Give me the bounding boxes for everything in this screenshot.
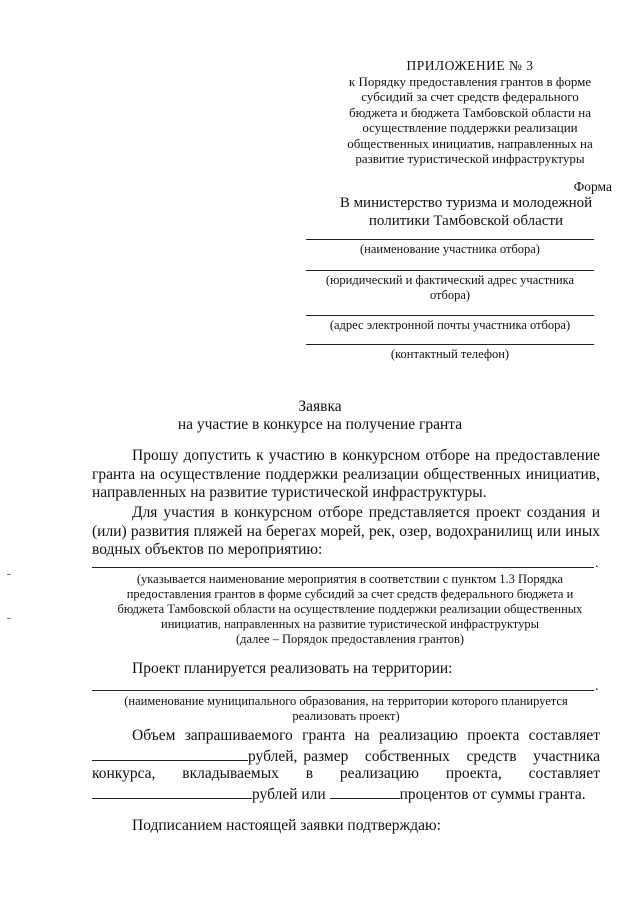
form-label: Форма (573, 179, 612, 194)
address-caption-line: (юридический и фактический адрес участника (325, 273, 575, 287)
amount-word: конкурса, (92, 765, 156, 782)
address-caption-line: отбора) (429, 288, 471, 302)
appendix-line: развитие туристической инфраструктуры (355, 151, 585, 166)
field-end-dot: . (595, 556, 599, 571)
event-name-field[interactable] (92, 567, 594, 568)
addressee-block (318, 194, 614, 230)
amount-line-1: Объем запрашиваемого гранта на реализацию проекта составляет (132, 727, 600, 744)
territory-field[interactable] (92, 690, 594, 691)
appendix-heading: ПРИЛОЖЕНИЕ № 3 (406, 58, 534, 73)
event-caption-line: предоставления грантов в форме субсидий за счет средств федерального бюджета и (126, 587, 574, 601)
scan-margin-mark (7, 574, 11, 575)
confirm-text: Подписанием настоящей заявки подтверждаю: (132, 817, 441, 834)
event-caption-line: бюджета Тамбовской области на осуществление поддержки реализации общественных (117, 602, 583, 616)
rubles-label: рублей, (248, 748, 298, 765)
email-field[interactable] (306, 315, 594, 316)
event-caption (100, 572, 600, 647)
own-funds-amount-field[interactable] (92, 784, 252, 799)
percent-field[interactable] (330, 784, 400, 799)
territory-caption (92, 694, 600, 724)
project-paragraph: Для участия в конкурсном отборе представляется проект создания и (или) развития пляжей на берегах морей, рек, озер, водохранилищ или иных водных объектов по мероприятию: (92, 504, 600, 558)
appendix-line: общественных инициатив, направленных на (347, 135, 593, 151)
territory-caption-line: (наименование муниципального образования, на территории которого планируется (124, 694, 568, 708)
appendix-block (320, 58, 620, 167)
appendix-line: осуществление поддержки реализации (362, 120, 578, 135)
territory-caption-line: реализовать проект) (292, 709, 400, 723)
appendix-line: субсидий за счет средств федерального (361, 89, 579, 104)
email-caption: (адрес электронной почты участника отбора) (329, 318, 571, 332)
document-title: Заявка (298, 398, 342, 415)
request-paragraph: Прошу допустить к участию в конкурсном отборе на предоставление гранта на осуществление поддержки реализации общественных инициатив, направленных на развитие туристической инфраструктуры. (92, 447, 600, 501)
event-caption-line: (указывается наименование мероприятия в соответствии с пунктом 1.3 Порядка (136, 572, 564, 586)
grant-amount-field[interactable] (92, 746, 248, 761)
territory-text: Проект планируется реализовать на территории: (132, 660, 453, 677)
amount-line-2 (92, 746, 600, 766)
amount-word: вкладываемых (182, 765, 279, 782)
amount-word: в (305, 765, 314, 782)
own-funds-text: размер собственных средств участника (303, 748, 600, 765)
amount-line-3 (92, 765, 600, 783)
document-subtitle: на участие в конкурсе на получение гранта (177, 416, 463, 433)
event-caption-line: (далее – Порядок предоставления грантов) (235, 632, 465, 646)
amount-word: реализацию (339, 765, 419, 782)
address-field[interactable] (306, 270, 594, 271)
amount-word: проекта, (445, 765, 502, 782)
addressee-line: В министерство туризма и молодежной (339, 195, 593, 211)
phone-caption: (контактный телефон) (390, 347, 510, 361)
appendix-line: бюджета и бюджета Тамбовской области на (348, 104, 591, 120)
phone-field[interactable] (306, 344, 594, 345)
amount-word: составляет (528, 765, 600, 782)
participant-name-caption: (наименование участника отбора) (360, 242, 540, 256)
event-caption-line: инициатив, направленных на развитие туристической инфраструктуры (161, 617, 539, 631)
appendix-line: к Порядку предоставления грантов в форме (348, 73, 592, 89)
field-end-dot: . (595, 679, 599, 694)
addressee-line: политики Тамбовской области (368, 213, 564, 229)
address-caption (306, 273, 594, 303)
scan-margin-mark (7, 618, 11, 619)
rubles-or-label: рублей или (252, 786, 326, 803)
amount-line-4 (92, 784, 600, 804)
percent-label: процентов от суммы гранта. (399, 786, 586, 803)
participant-name-field[interactable] (306, 239, 594, 240)
